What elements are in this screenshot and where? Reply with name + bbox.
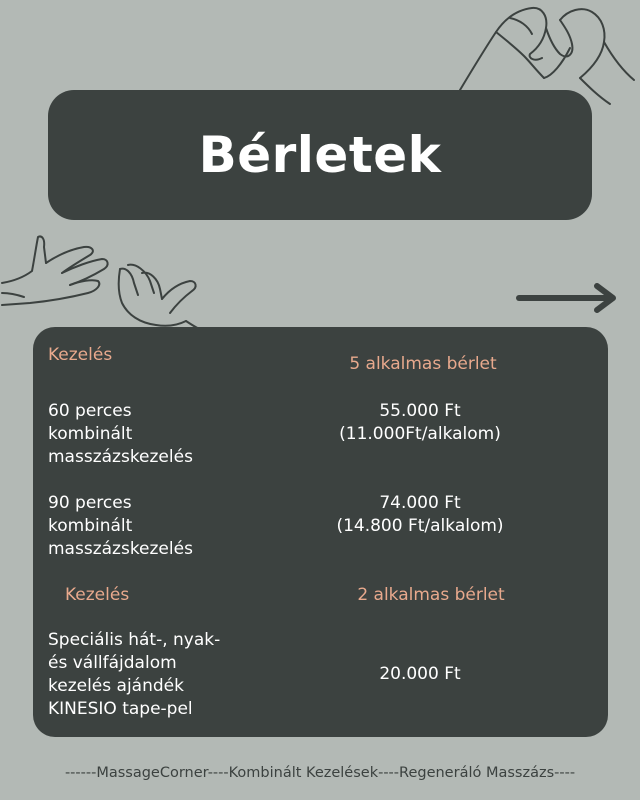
footer-tagline: ------MassageCorner----Kombinált Kezelések----Regeneráló Masszázs---- — [64, 765, 576, 781]
section2-col2-header: 2 alkalmas bérlet — [357, 585, 505, 605]
price-table-card — [33, 327, 608, 737]
section1-col2-header: 5 alkalmas bérlet — [349, 354, 497, 374]
row1-price: 55.000 Ft (11.000Ft/alkalom) — [339, 401, 501, 444]
row3-treatment: Speciális hát-, nyak- és vállfájdalom kezelés ajándék KINESIO tape-pel — [48, 630, 221, 719]
section1-col1-header: Kezelés — [48, 345, 113, 365]
right-arrow-icon — [515, 280, 620, 316]
row3-price: 20.000 Ft — [379, 664, 461, 684]
open-hands-icon — [0, 225, 205, 335]
row1-treatment: 60 perces kombinált masszázskezelés — [48, 401, 193, 467]
row2-price: 74.000 Ft (14.800 Ft/alkalom) — [336, 493, 504, 536]
page-title: Bérletek — [198, 126, 442, 184]
section2-col1-header: Kezelés — [65, 585, 130, 605]
row2-treatment: 90 perces kombinált masszázskezelés — [48, 493, 193, 559]
title-banner — [48, 90, 592, 220]
